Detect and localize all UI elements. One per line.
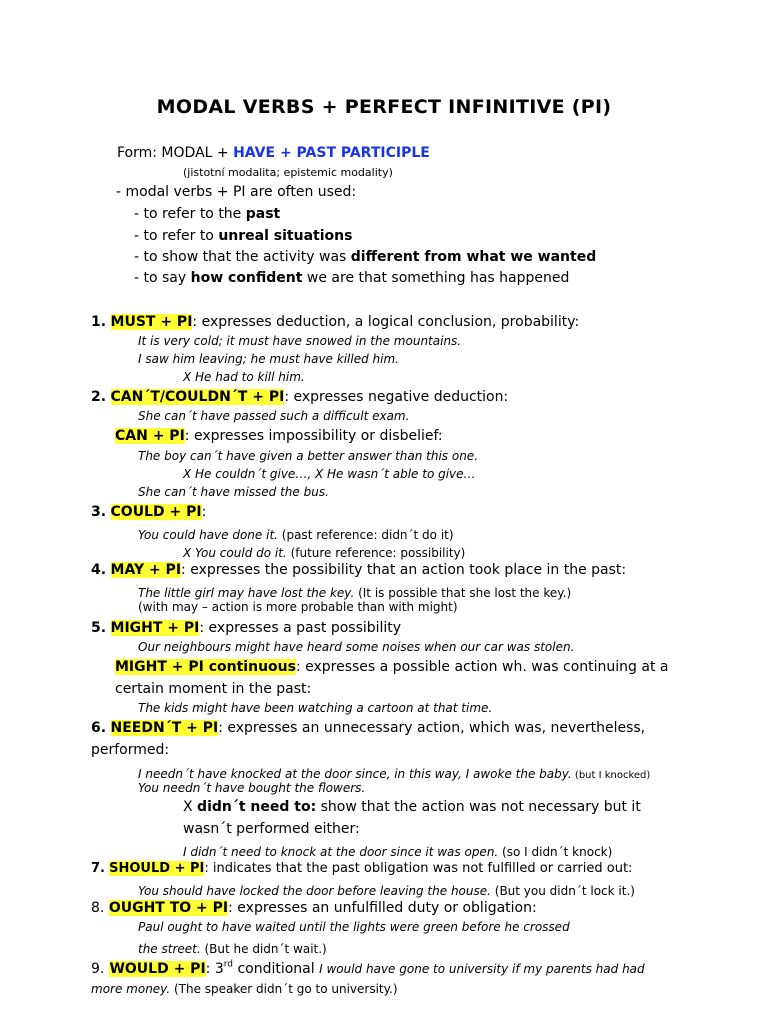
section-number: 3.: [91, 504, 107, 520]
example: It is very cold; it must have snowed in the mountains.: [138, 334, 462, 348]
section-desc: : expresses a possible action wh. was continuing at a: [295, 659, 669, 675]
use-text: we are that something has happened: [302, 270, 570, 286]
example: [138, 524, 454, 543]
section-desc: : 3: [205, 961, 224, 977]
highlight-tag: OUGHT TO + PI: [108, 900, 229, 916]
highlight-tag: MIGHT + PI: [110, 620, 200, 636]
example: You needn´t have bought the flowers.: [138, 781, 366, 795]
section-might: [91, 620, 401, 636]
use-text: - to say: [134, 270, 191, 286]
section-desc: : expresses a past possibility: [199, 620, 402, 636]
section-number: 8.: [91, 900, 105, 916]
example-note: (But he didn´t wait.): [200, 942, 327, 956]
example-text: the street.: [138, 942, 201, 956]
note-text: show that the action was not necessary but it: [316, 799, 641, 815]
section-cant: [91, 389, 508, 405]
example-note: (But you didn´t lock it.): [490, 884, 635, 898]
highlight-tag: CAN + PI: [115, 428, 185, 444]
use-item-confident: [134, 270, 569, 286]
highlight-tag: MAY + PI: [110, 562, 182, 578]
section-desc-cont: performed:: [91, 742, 170, 758]
section-number: 7.: [91, 861, 105, 876]
section-should: [91, 861, 632, 876]
section-desc: : indicates that the past obligation was not fulfilled or carried out:: [204, 861, 633, 876]
example-note: (with may – action is more probable than with might): [138, 600, 458, 614]
example: [138, 582, 571, 601]
section-can: [115, 428, 443, 444]
section-may: [91, 562, 626, 578]
example: Our neighbours might have heard some noises when our car was stolen.: [138, 640, 575, 654]
section-desc: : expresses an unfulfilled duty or obligation:: [228, 900, 537, 916]
use-emphasis: past: [245, 206, 281, 222]
example-text: You could have done it.: [138, 528, 278, 542]
example-text: I needn´t have knocked at the door since, in this way, I awoke the baby.: [138, 767, 572, 781]
highlight-tag: CAN´T/COULDN´T + PI: [110, 389, 285, 405]
example-note: (It is possible that she lost the key.): [354, 586, 572, 600]
section-number: 2.: [91, 389, 107, 405]
example-note: (but I knocked): [571, 770, 651, 781]
highlight-tag: NEEDN´T + PI: [110, 720, 219, 736]
example: [138, 763, 650, 782]
example: X He had to kill him.: [183, 370, 305, 384]
section-number: 9.: [91, 961, 105, 977]
section-desc-cont: certain moment in the past:: [115, 681, 312, 697]
use-text: - to refer to the: [134, 206, 246, 222]
section-might-continuous: [115, 659, 668, 675]
form-label: Form: MODAL +: [117, 145, 234, 161]
example-text: I would have gone to university if my parents had had: [319, 962, 645, 976]
example: X He couldn´t give…, X He wasn´t able to give…: [183, 467, 476, 481]
use-item-past: [134, 206, 280, 222]
section-ought: [91, 900, 537, 916]
use-text: - to refer to: [134, 228, 219, 244]
section-number: 4.: [91, 562, 107, 578]
use-emphasis: unreal situations: [218, 228, 353, 244]
form-formula: HAVE + PAST PARTICIPLE: [233, 145, 430, 161]
use-emphasis: how confident: [190, 270, 303, 286]
highlight-tag: MUST + PI: [110, 314, 193, 330]
form-note: (jistotní modalita; epistemic modality): [183, 166, 393, 179]
uses-intro: - modal verbs + PI are often used:: [116, 184, 357, 200]
use-text: - to show that the activity was: [134, 249, 351, 265]
superscript: rd: [223, 959, 233, 970]
example-text: The little girl may have lost the key.: [138, 586, 355, 600]
use-item-different: [134, 249, 596, 265]
example-text: You should have locked the door before leaving the house.: [138, 884, 491, 898]
use-emphasis: different from what we wanted: [350, 249, 597, 265]
x-mark: X: [183, 799, 198, 815]
example-note: (future reference: possibility): [286, 546, 466, 560]
example: [183, 841, 612, 860]
example: [138, 880, 635, 899]
section-number: 1.: [91, 314, 107, 330]
section-desc: : expresses deduction, a logical conclusion, probability:: [192, 314, 580, 330]
page-title: MODAL VERBS + PERFECT INFINITIVE (PI): [156, 96, 612, 118]
note-emphasis: didn´t need to:: [197, 799, 317, 815]
highlight-tag: SHOULD + PI: [109, 861, 205, 876]
use-item-unreal: [134, 228, 352, 244]
section-would: [91, 958, 645, 977]
section-desc: : expresses an unnecessary action, which was, nevertheless,: [218, 720, 646, 736]
section-desc: : expresses negative deduction:: [284, 389, 509, 405]
section-desc: conditional: [233, 961, 320, 977]
example: Paul ought to have waited until the lights were green before he crossed: [138, 920, 570, 934]
example: [138, 938, 327, 957]
highlight-tag: WOULD + PI: [109, 961, 206, 977]
example-text: I didn´t need to knock at the door since it was open.: [183, 845, 499, 859]
example: She can´t have missed the bus.: [138, 485, 329, 499]
section-desc: : expresses impossibility or disbelief:: [184, 428, 443, 444]
section-desc: : expresses the possibility that an action took place in the past:: [181, 562, 627, 578]
example: She can´t have passed such a difficult exam.: [138, 409, 410, 423]
example: The kids might have been watching a cartoon at that time.: [138, 701, 493, 715]
section-number: 5.: [91, 620, 107, 636]
example-text: more money.: [91, 982, 171, 996]
example-text: X You could do it.: [183, 546, 287, 560]
section-desc: :: [201, 504, 207, 520]
section-number: 6.: [91, 720, 107, 736]
example: [91, 978, 398, 997]
form-line: [117, 145, 430, 161]
note-text-cont: wasn´t performed either:: [183, 821, 360, 837]
example-note: (The speaker didn´t go to university.): [170, 982, 398, 996]
example: The boy can´t have given a better answer than this one.: [138, 449, 479, 463]
section-neednt: [91, 720, 645, 736]
section-must: [91, 314, 579, 330]
example-note: (so I didn´t knock): [498, 845, 613, 859]
highlight-tag: MIGHT + PI continuous: [115, 659, 296, 675]
didnt-need-to-note: [183, 799, 641, 815]
example-note: (past reference: didn´t do it): [277, 528, 454, 542]
example: [183, 542, 465, 561]
highlight-tag: COULD + PI: [110, 504, 202, 520]
section-could: [91, 504, 206, 520]
example: I saw him leaving; he must have killed him.: [138, 352, 399, 366]
